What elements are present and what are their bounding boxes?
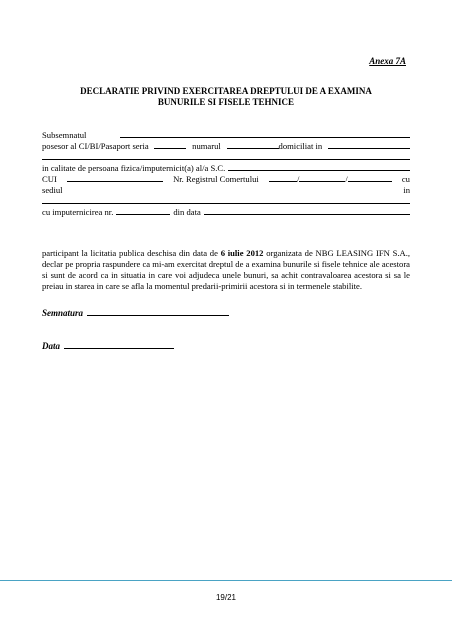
sediul-label: sediul — [42, 185, 63, 195]
date-line — [42, 341, 174, 351]
auction-date: 6 iulie 2012 — [220, 248, 264, 258]
address-field[interactable] — [328, 141, 410, 149]
address-continuation-field[interactable] — [42, 152, 410, 160]
id-series-field[interactable] — [154, 141, 186, 149]
declaration-paragraph — [42, 248, 410, 292]
paragraph-text-start: participant la licitatia publica deschisa din data de — [42, 248, 218, 258]
signature-line — [42, 308, 229, 318]
domiciliat-label: domiciliat in — [278, 141, 323, 151]
numarul-label: numarul — [192, 141, 221, 151]
registry-part-3[interactable] — [348, 174, 392, 182]
title-line-1: DECLARATIE PRIVIND EXERCITAREA DREPTULUI DE A EXAMINA — [80, 86, 372, 96]
declaration-title — [42, 86, 410, 108]
cui-line — [42, 174, 410, 185]
signature-label: Semnatura — [42, 308, 84, 318]
company-name-field[interactable] — [228, 163, 410, 171]
date-label: Data — [42, 341, 60, 351]
title-line-2: BUNURILE SI FISELE TEHNICE — [157, 97, 295, 107]
headquarters-field[interactable] — [42, 196, 410, 204]
annex-label: Anexa 7A — [369, 56, 406, 66]
name-field[interactable] — [120, 130, 410, 138]
signature-field[interactable] — [87, 308, 229, 316]
calitate-label: in calitate de persoana fizica/imputernicit(a) al/a S.C. — [42, 163, 226, 173]
subsemnatul-line — [42, 130, 410, 141]
cui-label: CUI — [42, 174, 57, 184]
mandate-line — [42, 207, 410, 218]
id-line — [42, 141, 410, 152]
in-label: in — [403, 185, 410, 195]
mandate-number-field[interactable] — [116, 207, 170, 215]
registry-part-1[interactable] — [269, 174, 297, 182]
registry-part-2[interactable] — [299, 174, 345, 182]
id-number-field[interactable] — [227, 141, 279, 149]
din-data-label: din data — [173, 207, 201, 217]
date-field[interactable] — [64, 341, 174, 349]
company-line — [42, 163, 410, 174]
page-number: 19/21 — [215, 593, 237, 602]
sediul-line — [42, 185, 410, 196]
footer-divider — [0, 580, 452, 581]
cu-label: cu — [401, 174, 410, 184]
registru-label: Nr. Registrul Comertului — [173, 174, 259, 184]
cui-field[interactable] — [67, 174, 163, 182]
paragraph-text-end: organizata de NBG LEASING IFN S.A., declar pe propria raspundere ca mi-am exercitat dreptul de a examina bunurile si fisele tehnice ale acestora si sunt de acord ca in situatia in care voi adjudeca unele bunuri, sa achit contravaloarea acestora si sa le preiau in starea in care se afla la momentul predarii-primirii acestora si in termenele stabilite. — [42, 248, 411, 291]
mandate-date-field[interactable] — [204, 207, 410, 215]
subsemnatul-label: Subsemnatul — [42, 130, 87, 140]
posesor-label: posesor al CI/BI/Pasaport seria — [42, 141, 149, 151]
imputernicire-label: cu imputernicirea nr. — [42, 207, 114, 217]
registry-number-fields: / / — [269, 174, 392, 185]
